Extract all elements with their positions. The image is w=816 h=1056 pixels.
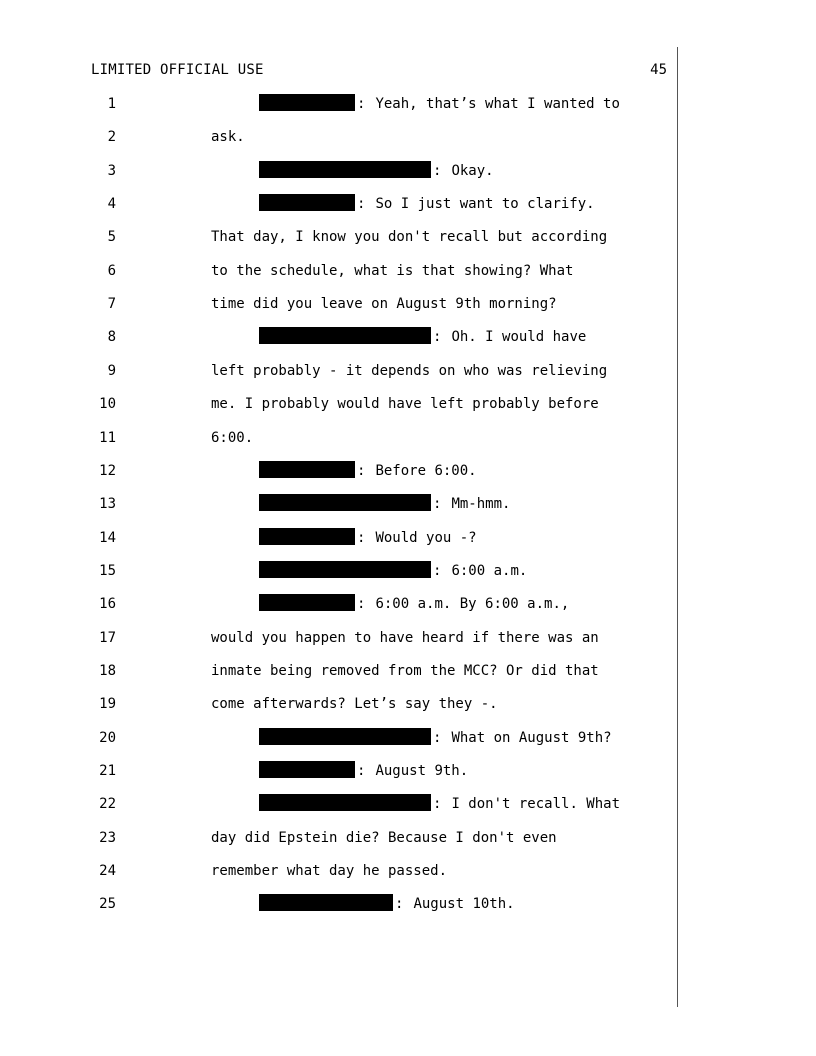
line-number: 14 [99,530,116,546]
speaker-line [259,761,468,781]
transcript-line [0,661,680,681]
transcript-line [0,861,680,881]
speaker-colon: : [357,196,366,212]
speech-text: Would you -? [375,530,477,546]
speech-text: Oh. I would have [451,329,587,345]
redacted-speaker-name [259,594,355,611]
continuation-text: left probably - it depends on who was relieving [211,363,608,379]
speaker-colon: : [395,896,404,912]
continuation-text: ask. [211,129,245,145]
speech-text: What on August 9th? [451,730,612,746]
redacted-speaker-name [259,161,431,178]
line-number: 8 [107,329,116,345]
continuation-text: time did you leave on August 9th morning? [211,296,557,312]
speaker-colon: : [357,530,366,546]
speech-text: Before 6:00. [375,463,477,479]
page-number: 45 [650,62,667,78]
speaker-line [259,794,620,814]
speaker-colon: : [433,163,442,179]
transcript-line [0,761,680,781]
speaker-colon: : [357,96,366,112]
line-number: 22 [99,796,116,812]
speaker-line [259,161,494,181]
transcript-line [0,428,680,448]
line-number: 3 [107,163,116,179]
speech-text: Mm-hmm. [451,496,511,512]
speaker-colon: : [357,596,366,612]
speaker-line [259,461,477,481]
redacted-speaker-name [259,327,431,344]
transcript-line [0,127,680,147]
speaker-colon: : [433,563,442,579]
line-number: 16 [99,596,116,612]
line-number: 10 [99,396,116,412]
speech-text: Okay. [451,163,494,179]
redacted-speaker-name [259,194,355,211]
speech-text: I don't recall. What [451,796,621,812]
continuation-text: come afterwards? Let’s say they -. [211,696,498,712]
speaker-colon: : [357,463,366,479]
speaker-colon: : [357,763,366,779]
transcript-line [0,594,680,614]
transcript-line [0,161,680,181]
continuation-text: That day, I know you don't recall but according [211,229,608,245]
transcript-line [0,294,680,314]
transcript-line [0,528,680,548]
transcript-line [0,628,680,648]
speaker-line [259,94,620,114]
continuation-text: would you happen to have heard if there was an [211,630,599,646]
speaker-colon: : [433,329,442,345]
redacted-speaker-name [259,728,431,745]
transcript-line [0,828,680,848]
transcript-line [0,894,680,914]
line-number: 2 [107,129,116,145]
line-number: 4 [107,196,116,212]
transcript-line [0,561,680,581]
speech-text: 6:00 a.m. [451,563,528,579]
line-number: 17 [99,630,116,646]
continuation-text: remember what day he passed. [211,863,448,879]
redacted-speaker-name [259,528,355,545]
continuation-text: me. I probably would have left probably before [211,396,599,412]
transcript-line [0,461,680,481]
transcript-line [0,394,680,414]
speech-text: August 9th. [375,763,469,779]
line-number: 9 [107,363,116,379]
speaker-line [259,528,477,548]
transcript-line [0,261,680,281]
redacted-speaker-name [259,794,431,811]
transcript-line [0,327,680,347]
line-number: 18 [99,663,116,679]
speech-text: 6:00 a.m. By 6:00 a.m., [375,596,570,612]
transcript-line [0,694,680,714]
line-number: 15 [99,563,116,579]
line-number: 6 [107,263,116,279]
line-number: 1 [107,96,116,112]
line-number: 5 [107,229,116,245]
speech-text: Yeah, that’s what I wanted to [375,96,620,112]
speaker-line [259,561,527,581]
line-number: 24 [99,863,116,879]
line-number: 13 [99,496,116,512]
speech-text: So I just want to clarify. [375,196,595,212]
transcript-line [0,728,680,748]
redacted-speaker-name [259,894,393,911]
line-number: 20 [99,730,116,746]
continuation-text: day did Epstein die? Because I don't even [211,830,557,846]
transcript-line [0,361,680,381]
transcript-line [0,794,680,814]
line-number: 19 [99,696,116,712]
line-number: 11 [99,430,116,446]
redacted-speaker-name [259,494,431,511]
classification-header: LIMITED OFFICIAL USE [91,62,264,78]
transcript-line [0,194,680,214]
line-number: 23 [99,830,116,846]
speaker-colon: : [433,796,442,812]
line-number: 7 [107,296,116,312]
speaker-line [259,194,595,214]
transcript-line [0,94,680,114]
continuation-text: inmate being removed from the MCC? Or did that [211,663,599,679]
redacted-speaker-name [259,761,355,778]
continuation-text: to the schedule, what is that showing? What [211,263,574,279]
speaker-colon: : [433,730,442,746]
redacted-speaker-name [259,561,431,578]
transcript-line [0,227,680,247]
speaker-line [259,327,586,347]
line-number: 12 [99,463,116,479]
transcript-line [0,494,680,514]
speaker-line [259,894,515,914]
speaker-colon: : [433,496,442,512]
redacted-speaker-name [259,94,355,111]
redacted-speaker-name [259,461,355,478]
speaker-line [259,728,612,748]
speaker-line [259,594,569,614]
speaker-line [259,494,510,514]
continuation-text: 6:00. [211,430,254,446]
line-number: 25 [99,896,116,912]
speech-text: August 10th. [413,896,515,912]
line-number: 21 [99,763,116,779]
